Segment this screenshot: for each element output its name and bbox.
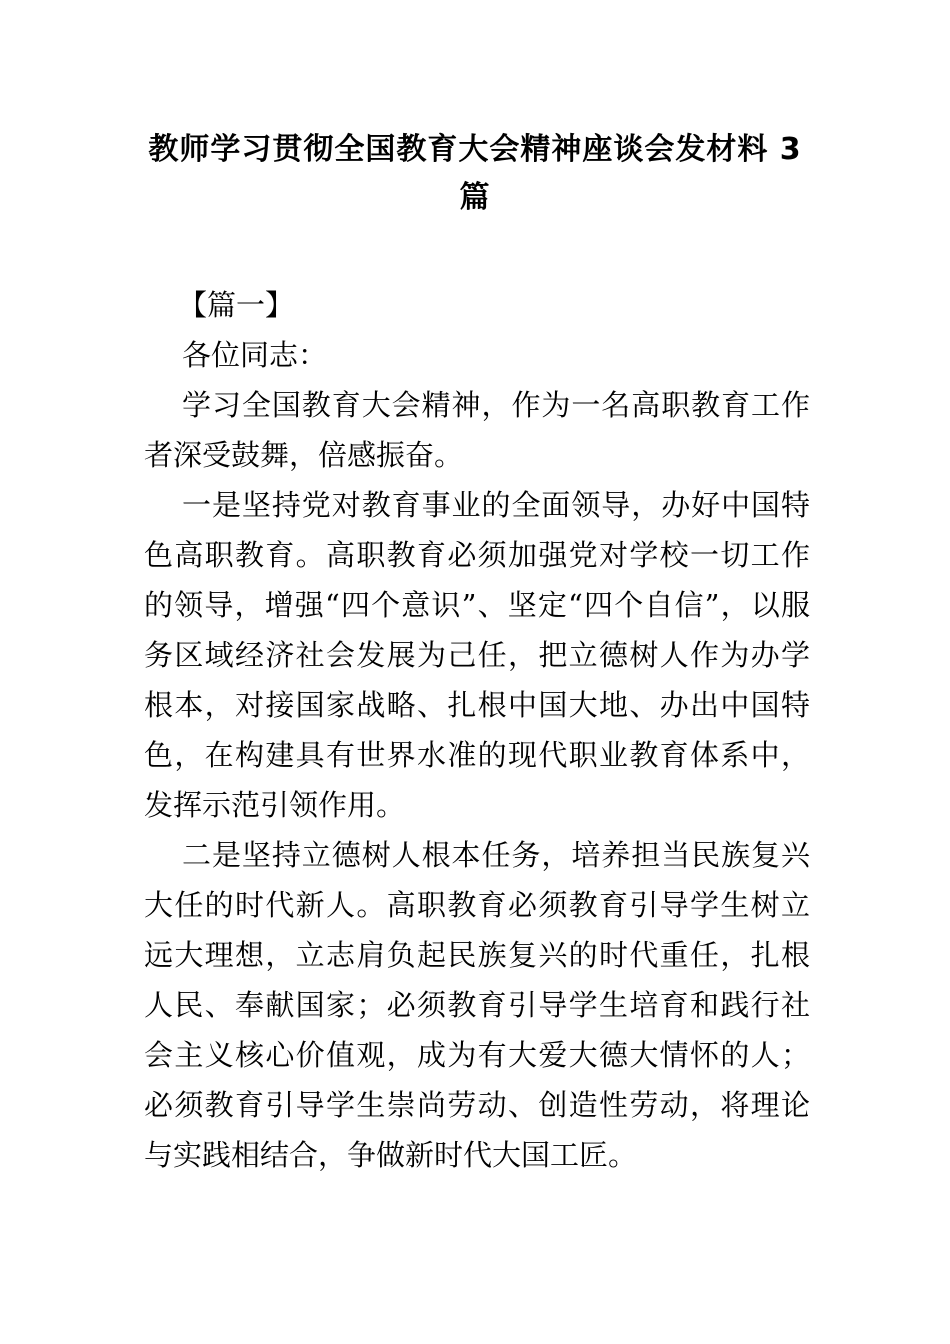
document-body	[144, 280, 810, 1180]
section-label: 【篇一】	[178, 288, 295, 322]
paragraph-point-two: 二是坚持立德树人根本任务，培养担当民族复兴大任的时代新人。高职教育必须教育引导学生树立远大理想，立志肩负起民族复兴的时代重任，扎根人民、奉献国家；必须教育引导学生培育和践行社会主义核心价值观，成为有大爱大德大情怀的人；必须教育引导学生崇尚劳动、创造性劳动，将理论与实践相结合，争做新时代大国工匠。	[144, 838, 810, 1172]
salutation: 各位同志：	[182, 338, 328, 372]
document-title: 教师学习贯彻全国教育大会精神座谈会发材料 3 篇	[148, 132, 802, 215]
paragraph-point-one: 一是坚持党对教育事业的全面领导，办好中国特色高职教育。高职教育必须加强党对学校一切工作的领导，增强“四个意识”、坚定“四个自信”，以服务区域经济社会发展为己任，把立德树人作为办学根本，对接国家战略、扎根中国大地、办出中国特色，在构建具有世界水准的现代职业教育体系中，发挥示范引领作用。	[144, 488, 810, 822]
paragraph-intro: 学习全国教育大会精神，作为一名高职教育工作者深受鼓舞，倍感振奋。	[144, 388, 810, 472]
